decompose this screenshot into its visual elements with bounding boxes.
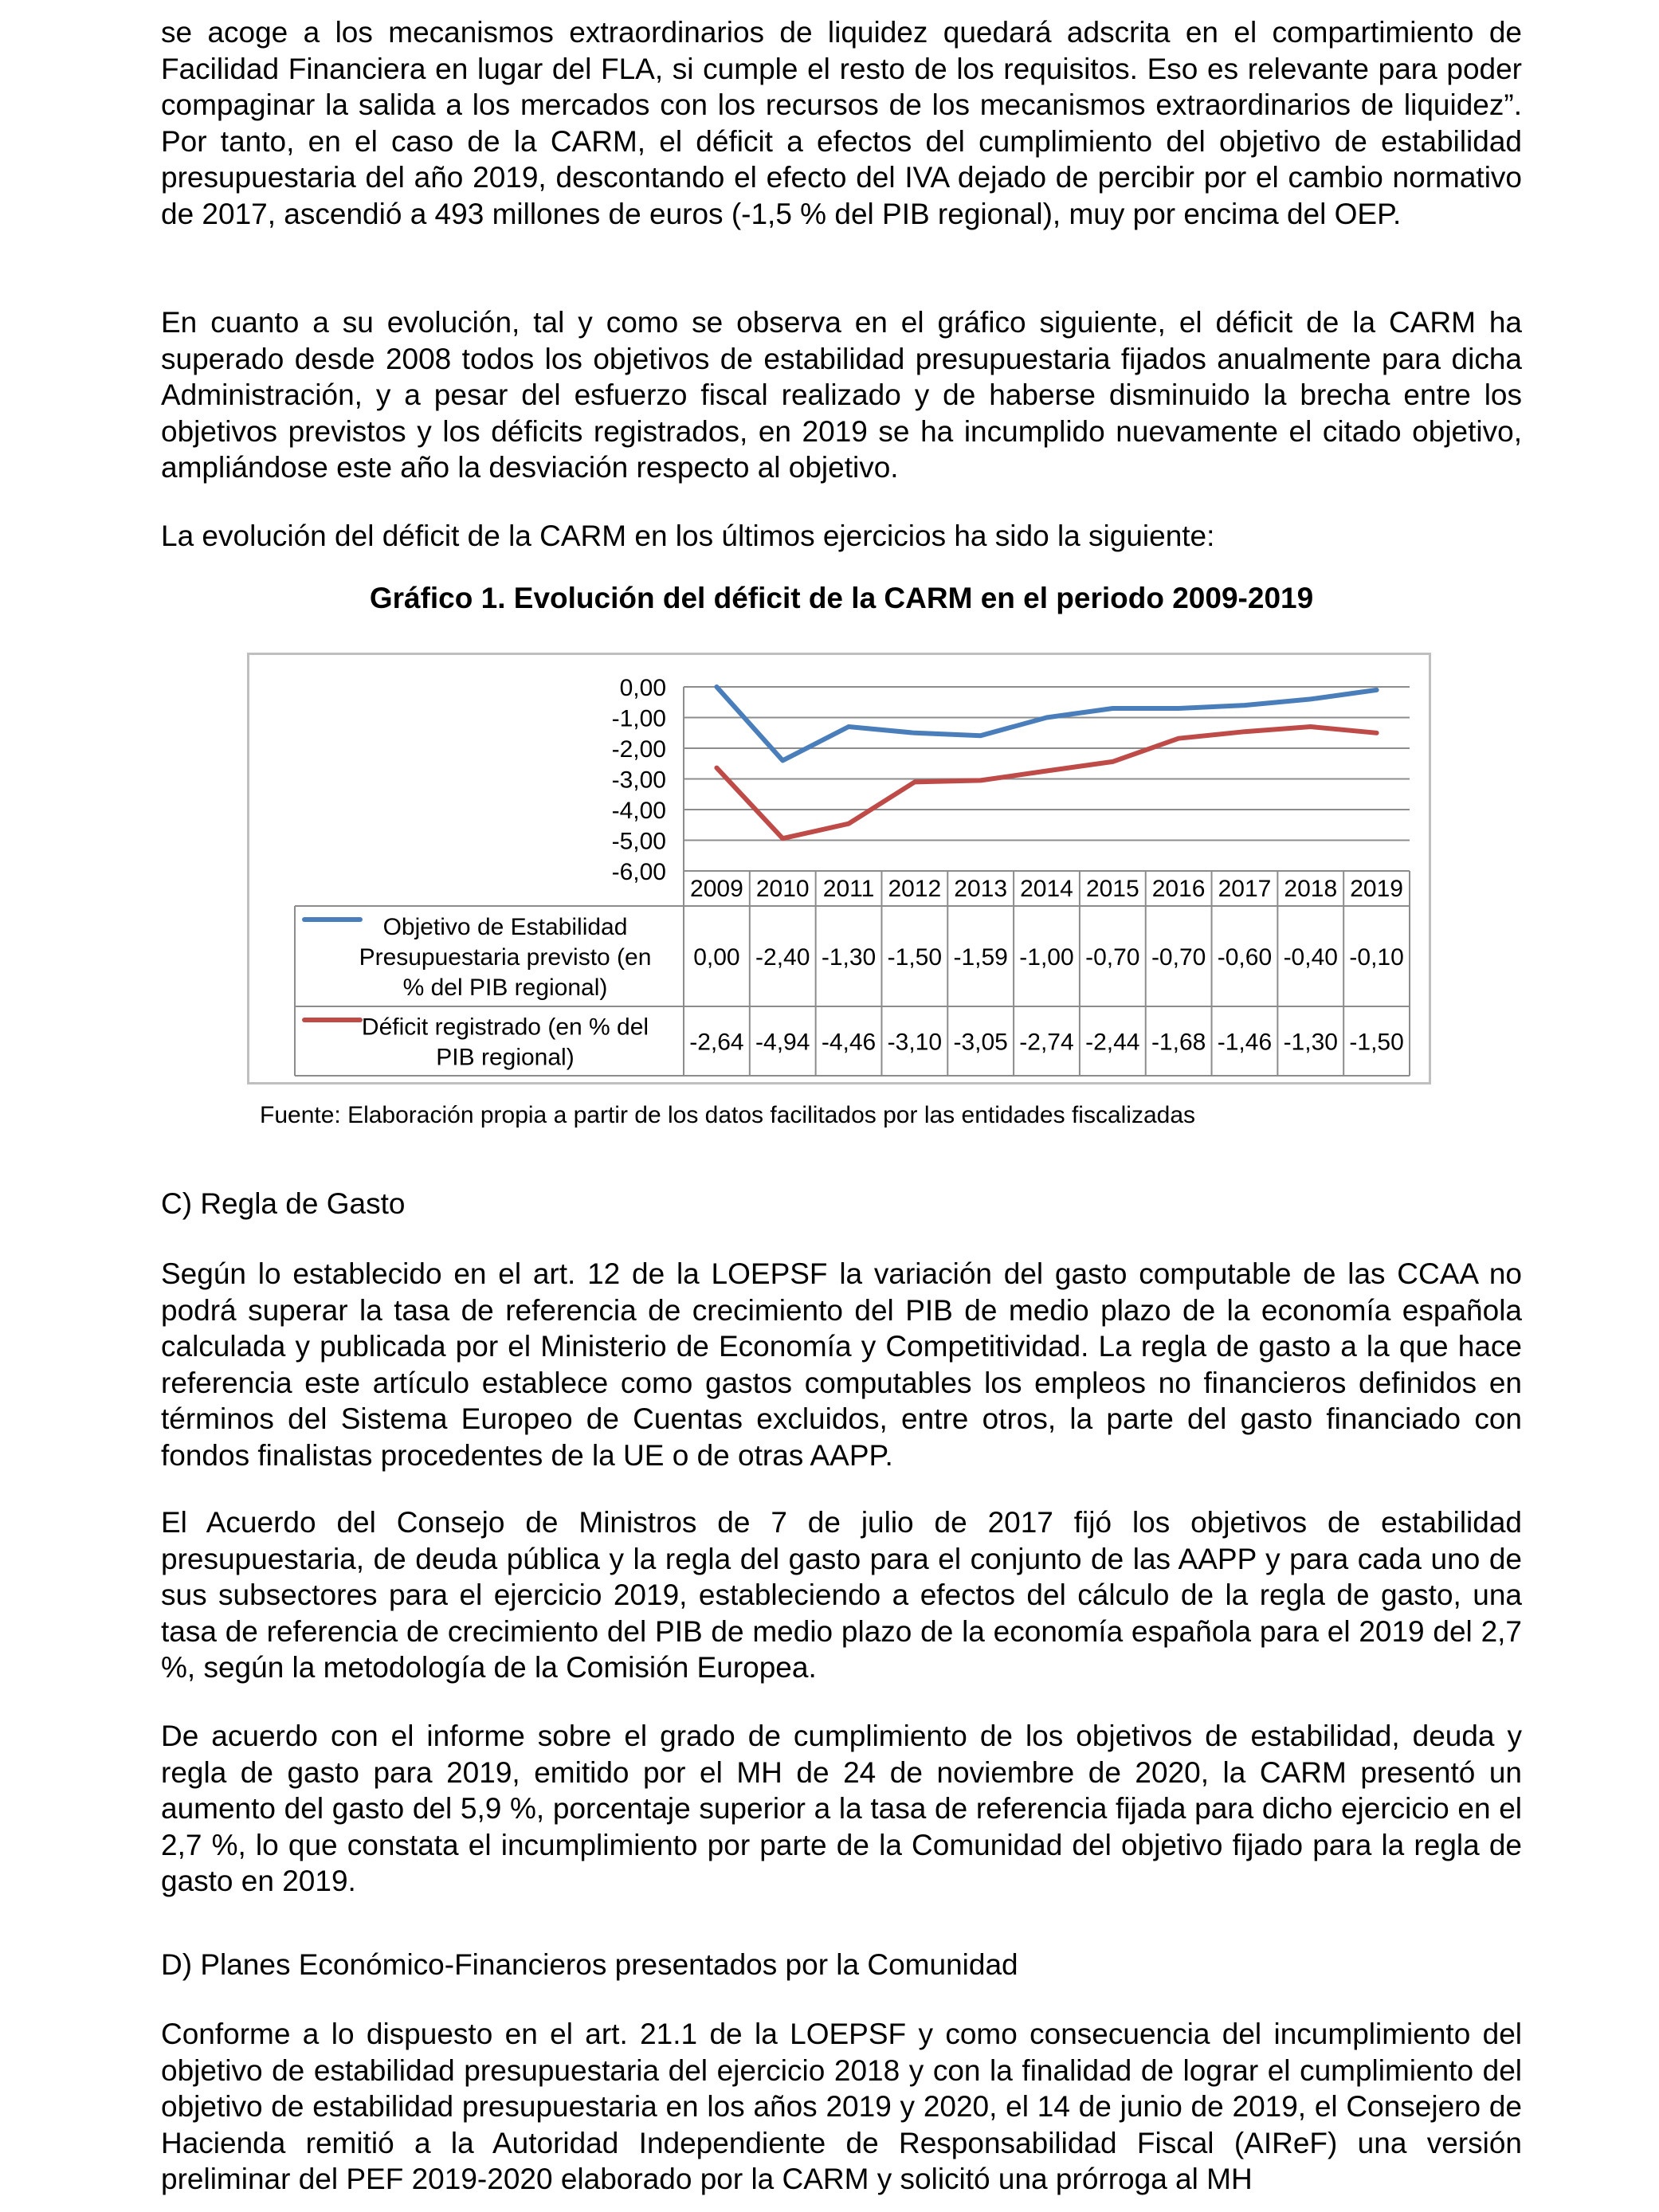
section-c-paragraph-1: Según lo establecido en el art. 12 de la LOEPSF la variación del gasto computable de las CCAA no podrá superar la tasa de referencia de crecimiento del PIB de medio plazo de la economía española calculada y publicada por el Ministerio de Economía y Competitividad. La regla de gasto a la que hace referencia este artículo establece como gastos computables los empleos no financieros definidos en términos del Sistema Europeo de Cuentas excluidos, entre otros, la parte del gasto financiado con fondos finalistas procedentes de la UE o de otras AAPP. (161, 1257, 1522, 1472)
y-tick-label: -3,00 (611, 767, 666, 794)
data-value-label: -3,05 (953, 1029, 1008, 1056)
data-value-label: -0,40 (1283, 944, 1338, 971)
x-category-label: 2016 (1151, 876, 1206, 902)
legend-label-line: % del PIB regional) (402, 975, 608, 1001)
x-category-label: 2009 (690, 876, 743, 902)
data-value-label: -1,46 (1217, 1029, 1273, 1056)
section-c-heading: C) Regla de Gasto (161, 1187, 406, 1220)
data-value-label: -0,70 (1151, 944, 1206, 971)
y-tick-label: -6,00 (611, 859, 666, 885)
y-tick-label: -5,00 (611, 828, 666, 855)
paragraph-evolucion: En cuanto a su evolución, tal y como se observa en el gráfico siguiente, el déficit de la CARM ha superado desde 2008 todos los objetivos de estabilidad presupuestaria fijados anualmente para dicha Administración, y a pesar del esfuerzo fiscal realizado y de haberse disminuido la brecha entre los objetivos previstos y los déficits registrados, en 2019 se ha incumplido nuevamente el citado objetivo, ampliándose este año la desviación respecto al objetivo. (161, 306, 1522, 484)
data-value-label: -1,30 (1283, 1029, 1338, 1056)
data-value-label: -1,50 (887, 944, 943, 971)
data-value-label: -2,64 (689, 1029, 744, 1056)
data-value-label: -1,50 (1349, 1029, 1404, 1056)
x-category-label: 2014 (1020, 876, 1073, 902)
chart-title: Gráfico 1. Evolución del déficit de la CARM en el periodo 2009-2019 (369, 582, 1314, 614)
y-tick-label: -1,00 (611, 705, 666, 732)
paragraph-intro-chart: La evolución del déficit de la CARM en los últimos ejercicios ha sido la siguiente: (161, 520, 1215, 552)
data-value-label: -2,44 (1085, 1029, 1140, 1056)
data-value-label: -4,46 (821, 1029, 877, 1056)
data-value-label: -0,10 (1349, 944, 1404, 971)
data-value-label: -1,68 (1151, 1029, 1206, 1056)
legend-label-line: Objetivo de Estabilidad (382, 914, 628, 940)
x-category-label: 2011 (822, 876, 875, 902)
x-category-label: 2017 (1218, 876, 1272, 902)
chart-source-note: Fuente: Elaboración propia a partir de los datos facilitados por las entidades fiscalizadas (260, 1102, 1196, 1128)
data-value-label: -3,10 (887, 1029, 943, 1056)
data-value-label: -2,40 (755, 944, 810, 971)
y-tick-label: -2,00 (611, 736, 666, 763)
data-value-label: -1,30 (821, 944, 877, 971)
legend-label-line: Déficit registrado (en % del (361, 1014, 649, 1041)
data-value-label: -4,94 (755, 1029, 810, 1056)
legend-label-line: PIB regional) (436, 1044, 575, 1071)
series-line-objetivo (716, 687, 1376, 760)
data-value-label: -0,60 (1217, 944, 1273, 971)
data-value-label: 0,00 (693, 944, 740, 971)
paragraph-liquidez: se acoge a los mecanismos extraordinarios de liquidez quedará adscrita en el compartimiento de Facilidad Financiera en lugar del FLA, si cumple el resto de los requisitos. Eso es relevante para poder compaginar la salida a los mercados con los recursos de los mecanismos extraordinarios de liquidez”. Por tanto, en el caso de la CARM, el déficit a efectos del cumplimiento del objetivo de estabilidad presupuestaria del año 2019, descontando el efecto del IVA dejado de percibir por el cambio normativo de 2017, ascendió a 493 millones de euros (-1,5 % del PIB regional), muy por encima del OEP. (161, 16, 1522, 230)
y-tick-label: -4,00 (611, 798, 666, 824)
y-tick-label: 0,00 (619, 675, 666, 701)
x-category-label: 2015 (1085, 876, 1139, 902)
section-c-paragraph-2: El Acuerdo del Consejo de Ministros de 7 de julio de 2017 fijó los objetivos de estabilidad presupuestaria, de deuda pública y la regla del gasto para el conjunto de las AAPP y para cada uno de sus subsectores para el ejercicio 2019, estableciendo a efectos del cálculo de la regla de gasto, una tasa de referencia de crecimiento del PIB de medio plazo de la economía española para el 2019 del 2,7 %, según la metodología de la Comisión Europea. (161, 1506, 1522, 1684)
x-category-label: 2019 (1350, 876, 1403, 902)
section-d-heading: D) Planes Económico-Financieros presentados por la Comunidad (161, 1948, 1018, 1981)
x-category-label: 2012 (888, 876, 942, 902)
section-c-paragraph-3: De acuerdo con el informe sobre el grado de cumplimiento de los objetivos de estabilidad, deuda y regla de gasto para 2019, emitido por el MH de 24 de noviembre de 2020, la CARM presentó un aumento del gasto del 5,9 %, porcentaje superior a la tasa de referencia fijada para dicho ejercicio en el 2,7 %, lo que constata el incumplimiento por parte de la Comunidad del objetivo fijado para la regla de gasto en 2019. (161, 1720, 1522, 1897)
data-value-label: -0,70 (1085, 944, 1140, 971)
data-value-label: -1,00 (1019, 944, 1074, 971)
x-category-label: 2013 (954, 876, 1008, 902)
x-category-label: 2010 (755, 876, 810, 902)
section-d-paragraph-1: Conforme a lo dispuesto en el art. 21.1 de la LOEPSF y como consecuencia del incumplimiento del objetivo de estabilidad presupuestaria del ejercicio 2018 y con la finalidad de lograr el cumplimiento del objetivo de estabilidad presupuestaria en los años 2019 y 2020, el 14 de junio de 2019, el Consejero de Hacienda remitió a la Autoridad Independiente de Responsabilidad Fiscal (AIReF) una versión preliminar del PEF 2019-2020 elaborado por la CARM y solicitó una prórroga al MH (161, 2018, 1522, 2195)
data-value-label: -2,74 (1019, 1029, 1074, 1056)
legend-label-line: Presupuestaria previsto (en (359, 944, 652, 971)
data-value-label: -1,59 (953, 944, 1008, 971)
x-category-label: 2018 (1284, 876, 1338, 902)
